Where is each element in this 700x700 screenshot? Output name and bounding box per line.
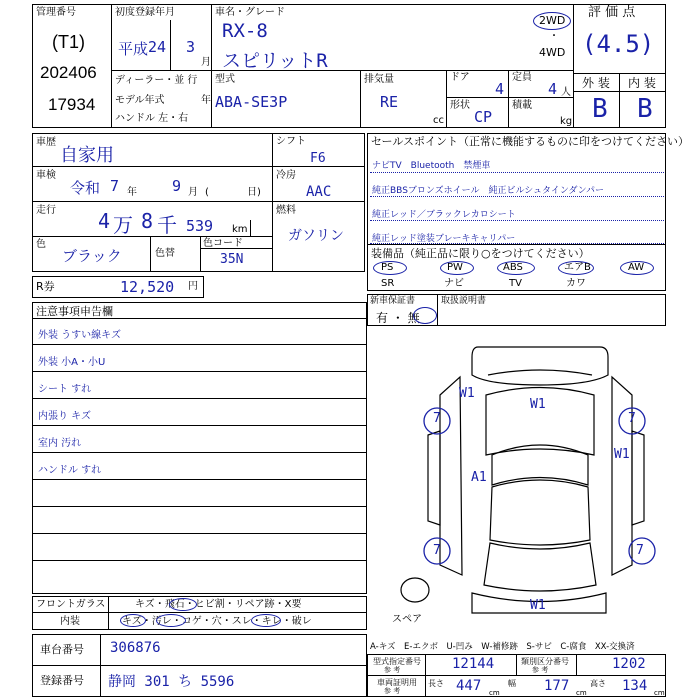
handle-label: ハンドル 左・右 [115, 113, 189, 124]
chassis-value: 306876 [110, 640, 161, 656]
spare-label: スペア [392, 614, 422, 625]
reg-month-value: 3 [186, 38, 196, 56]
int-grade: B [637, 94, 653, 124]
equip-ps: PS [381, 262, 394, 273]
mgmt-line2: 202406 [40, 63, 97, 82]
glass-text: キズ・飛石・ヒビ割・リペア跡・X要 [135, 599, 302, 610]
warranty-label: 新車保証書 [370, 296, 416, 306]
inspection-era: 令和 [70, 179, 101, 197]
mgmt-line3: 17934 [48, 95, 96, 114]
ac-label: 冷房 [276, 170, 296, 181]
diagram-mark-a1: A1 [471, 470, 487, 485]
top-section-frame [32, 4, 666, 128]
inspection-month-unit: 月 [188, 187, 198, 198]
door-value: 4 [495, 80, 505, 98]
model-year-label: モデル年式 [115, 95, 165, 106]
equip-aw: AW [628, 262, 645, 273]
warranty-value: 有 ・ 無 [376, 311, 420, 325]
model-year-unit: 年 [201, 95, 211, 106]
engine-value: RE [380, 93, 399, 111]
sales-label: セールスポイント（正常に機能するものに印をつけてください） [371, 135, 690, 148]
equip-sr: SR [381, 278, 395, 289]
color-code: 35N [220, 252, 244, 267]
warranty-selected-circle [413, 307, 437, 324]
manual-label: 取扱説明書 [441, 296, 487, 306]
reg-month-unit: 月 [201, 57, 211, 68]
type-num-value: 12144 [452, 656, 495, 672]
recycle-label: R券 [36, 280, 55, 293]
inspection-month: 9 [172, 177, 182, 195]
width-label: 幅 [508, 679, 516, 688]
recycle-value: 12,520 [120, 278, 175, 296]
shift-value: F6 [310, 151, 326, 166]
diagram-mark-7-rr: 7 [636, 543, 644, 558]
color-code-label: 色コード [203, 238, 243, 249]
plate-label: 登録番号 [40, 674, 84, 687]
diagram-mark-w1-left: W1 [459, 386, 475, 401]
reg-year-label: 初度登録年月 [115, 7, 175, 18]
interior-text: キズ・汚レ・コゲ・穴・スレ・キレ・破レ [122, 616, 312, 627]
inspection-year-unit: 年 [127, 187, 137, 198]
mileage-sen-unit: 千 [157, 213, 177, 237]
mileage-sen: 8 [141, 209, 154, 233]
glass-label: フロントガラス [36, 599, 106, 610]
mileage-man: 4 [98, 209, 111, 233]
dims-sub: 参 考 [384, 687, 401, 695]
recycle-unit: 円 [188, 281, 198, 292]
diagram-mark-7-rl: 7 [433, 543, 441, 558]
class-num-sub: 参 考 [532, 666, 549, 674]
diagram-mark-w1-roof: W1 [530, 397, 546, 412]
damage-legend: A-キズ E-エクボ U-凹み W-補修跡 S-サビ C-腐食 XX-交換済 [370, 642, 635, 652]
sales-item-2: 純正BBSブロンズホイール 純正ビルシュタインダンパー [372, 186, 604, 196]
diagram-mark-w1-rear: W1 [530, 598, 546, 613]
length-unit: cm [489, 689, 500, 697]
sales-item-3: 純正レッド／ブラックレカロシート [372, 210, 516, 220]
car-name: RX-8 [222, 20, 268, 42]
height-unit: cm [654, 689, 665, 697]
note-4: 内張り キズ [38, 411, 91, 422]
mileage-unit: km [232, 224, 248, 235]
type-num-label: 型式指定番号 [373, 657, 421, 666]
note-3: シート すれ [38, 384, 92, 395]
shape-value: CP [474, 108, 493, 126]
car-label: 車名・グレード [215, 7, 285, 18]
recycle-frame [32, 276, 204, 298]
capacity-label: 定員 [512, 72, 532, 83]
color-label: 色 [36, 239, 46, 250]
dealer-label: ディーラー・並 行 [115, 75, 198, 86]
color-value: ブラック [62, 247, 122, 265]
car-diagram [400, 335, 670, 625]
length-label: 長さ [428, 679, 444, 688]
drive-4wd: 4WD [539, 46, 566, 59]
door-label: ドア [450, 72, 470, 83]
equip-tv: TV [509, 278, 522, 289]
grade-score: (4.5) [582, 30, 655, 58]
car-grade: スピリットR [222, 50, 328, 72]
reg-year-value: 24 [148, 38, 167, 56]
diagram-mark-7-fl: 7 [433, 411, 441, 426]
mileage-man-unit: 万 [113, 213, 133, 237]
fuel-label: 燃料 [276, 205, 296, 216]
grade-label: 評 価 点 [588, 5, 636, 20]
sales-item-1: ナビTV Bluetooth 禁煙車 [372, 161, 491, 171]
class-num-label: 類別区分番号 [521, 657, 569, 666]
equip-pw: PW [447, 262, 463, 273]
dims-label: 車両証明用 [377, 678, 417, 687]
equip-airbag: エアB [564, 262, 591, 273]
note-5: 室内 汚れ [38, 438, 82, 449]
width-unit: cm [576, 689, 587, 697]
equip-navi: ナビ [444, 278, 464, 289]
mileage-label: 走行 [36, 205, 56, 216]
model-label: 型式 [215, 74, 235, 85]
reg-year-era: 平成 [118, 40, 149, 58]
capacity-value: 4 [548, 80, 558, 98]
load-unit: kg [560, 116, 573, 127]
engine-unit: cc [433, 115, 444, 126]
equip-leather: カワ [566, 278, 586, 289]
mileage-rest: 539 [186, 217, 214, 235]
height-value: 134 [622, 678, 648, 694]
equipment-label: 装備品（純正品に限り○をつけてください） [371, 247, 590, 260]
type-num-sub: 参 考 [384, 666, 401, 674]
height-label: 高さ [590, 679, 606, 688]
engine-label: 排気量 [364, 74, 394, 85]
note-2: 外装 小A・小U [38, 357, 106, 368]
model-value: ABA-SE3P [215, 93, 288, 111]
shape-label: 形状 [450, 100, 470, 111]
int-label: 内 装 [628, 76, 656, 90]
ext-grade: B [592, 94, 608, 124]
inspection-label: 車検 [36, 170, 56, 181]
interior-label: 内装 [60, 616, 80, 627]
drive-dot: ・ [549, 31, 559, 42]
sales-item-4: 純正レッド塗装ブレーキキャリパー [372, 234, 516, 244]
width-value: 177 [544, 678, 570, 694]
notes-label: 注意事項申告欄 [36, 305, 113, 318]
drive-2wd: 2WD [539, 14, 566, 27]
diagram-mark-w1-right: W1 [614, 447, 630, 462]
mgmt-line1: (T1) [52, 32, 85, 52]
ac-value: AAC [306, 184, 332, 200]
diagram-mark-7-fr: 7 [628, 411, 636, 426]
plate-value: 静岡 301 ち 5596 [108, 674, 235, 690]
inspection-year: 7 [110, 177, 120, 195]
length-value: 447 [456, 678, 482, 694]
class-num-value: 1202 [612, 656, 646, 672]
load-label: 積載 [512, 100, 532, 111]
note-6: ハンドル すれ [38, 465, 102, 476]
inspection-day-unit: 日) [247, 187, 261, 198]
note-1: 外装 うすい線キズ [38, 330, 121, 341]
mgmt-label: 管理番号 [36, 7, 76, 18]
ext-label: 外 装 [582, 76, 610, 90]
history-value: 自家用 [60, 145, 114, 166]
chassis-label: 車台番号 [40, 643, 84, 656]
color-change-label: 色替 [155, 248, 175, 259]
equip-abs: ABS [503, 262, 523, 273]
fuel-value: ガソリン [288, 228, 344, 244]
capacity-unit: 人 [561, 87, 571, 98]
history-label: 車歴 [36, 137, 56, 148]
shift-label: シフト [276, 136, 306, 147]
notes-frame [32, 302, 367, 594]
inspection-day: ( [205, 187, 209, 198]
